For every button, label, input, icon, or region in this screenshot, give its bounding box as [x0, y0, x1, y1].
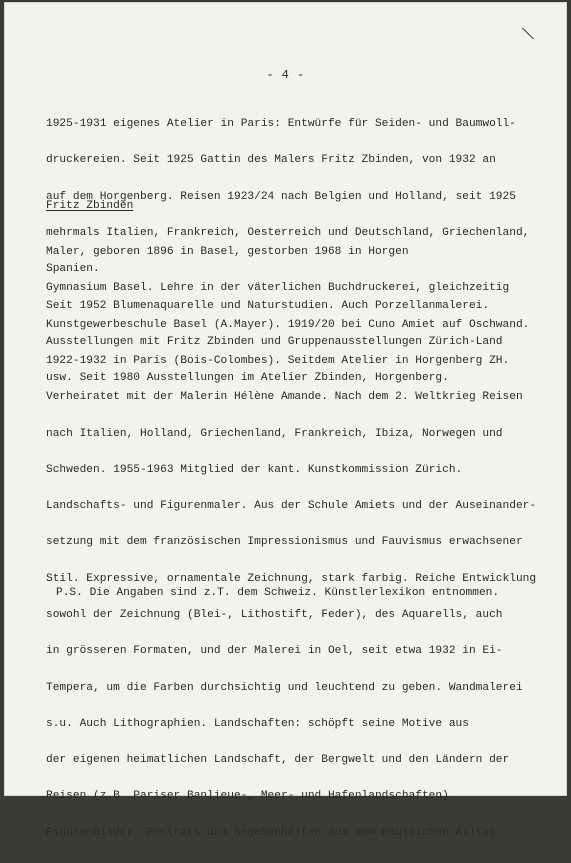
text-line: Kunstgewerbeschule Basel (A.Mayer). 1919/20 bei Cuno Amiet auf Oschwand. [46, 318, 530, 331]
text-line: Maler, geboren 1896 in Basel, gestorben 1968 in Horgen [46, 246, 409, 259]
text-line: 1925-1931 eigenes Atelier in Paris: Entwürfe für Seiden- und Baumwoll- [46, 118, 516, 131]
text-line: Verheiratet mit der Malerin Hélène Amande. Nach dem 2. Weltkrieg Reisen [46, 391, 523, 404]
page-corner-mark: ╲ [522, 26, 535, 43]
text-line: der eigenen heimatlichen Landschaft, der Bergwelt und den Ländern der [46, 754, 510, 767]
text-line: Stil. Expressive, ornamentale Zeichnung, stark farbig. Reiche Entwicklung [46, 572, 537, 585]
text-line: Ausstellungen mit Fritz Zbinden und Gruppenausstellungen Zürich-Land [46, 335, 503, 348]
text-line: Landschafts- und Figurenmaler. Aus der Schule Amiets und der Auseinander- [46, 500, 537, 513]
text-line: Spanien. [46, 263, 100, 276]
text-line: Seit 1952 Blumenaquarelle und Naturstudien. Auch Porzellanmalerei. [46, 299, 490, 312]
section-heading-fritz-zbinden: Fritz Zbinden [46, 200, 134, 212]
text-line: mehrmals Italien, Frankreich, Oesterreich und Deutschland, Griechenland, [46, 227, 530, 240]
biography-section-two [46, 222, 551, 863]
postscript-note: P.S. Die Angaben sind z.T. dem Schweiz. Künstlerlexikon entnommen. [56, 587, 500, 599]
text-line: nach Italien, Holland, Griechenland, Frankreich, Ibiza, Norwegen und [46, 427, 503, 440]
text-line: Gymnasium Basel. Lehre in der väterlichen Buchdruckerei, gleichzeitig [46, 282, 510, 295]
text-line: Figurenbilder: Porträts und Begebenheiten aus dem häuslichen Alltag. [46, 826, 503, 839]
text-line: auf dem Horgenberg. Reisen 1923/24 nach Belgien und Holland, seit 1925 [46, 190, 516, 203]
text-line: 1922-1932 in Paris (Bois-Colombes). Seitdem Atelier in Horgenberg ZH. [46, 355, 510, 368]
text-line: usw. Seit 1980 Ausstellungen im Atelier Zbinden, Horgenberg. [46, 372, 449, 385]
text-line: in grösseren Formaten, und der Malerei in Oel, seit etwa 1932 in Ei- [46, 645, 503, 658]
text-line: druckereien. Seit 1925 Gattin des Malers Fritz Zbinden, von 1932 an [46, 154, 496, 167]
text-line: sowohl der Zeichnung (Blei-, Lithostift, Feder), des Aquarells, auch [46, 609, 503, 621]
text-line: Tempera, um die Farben durchsichtig und leuchtend zu geben. Wandmalerei [46, 681, 523, 694]
text-line: Reisen (z.B. Pariser Banlieue-, Meer- und Hafenlandschaften). [46, 790, 456, 803]
document-page [4, 2, 567, 839]
page-number: - 4 - [266, 68, 305, 82]
text-line: Schweden. 1955-1963 Mitglied der kant. Kunstkommission Zürich. [46, 463, 463, 476]
text-line: setzung mit dem französischen Impressionismus und Fauvismus erwachsener [46, 536, 523, 549]
text-line: s.u. Auch Lithographien. Landschaften: schöpft seine Motive aus [46, 717, 469, 730]
